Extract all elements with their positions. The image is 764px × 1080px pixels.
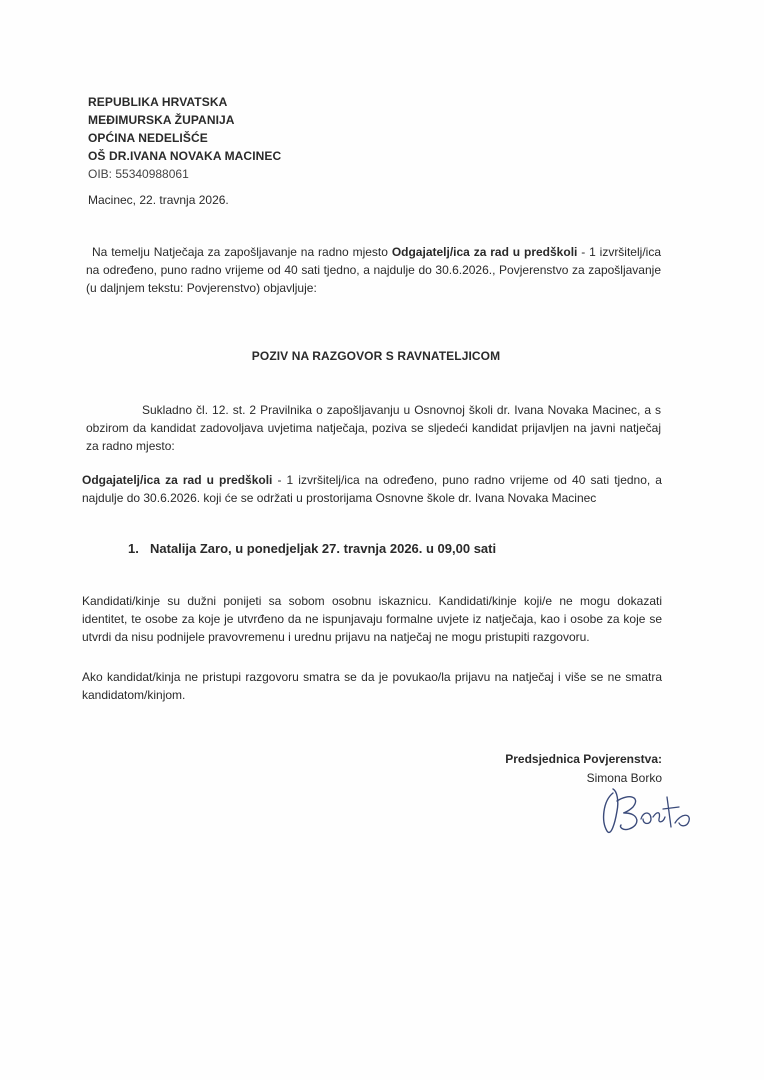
- intro-position-name: Odgajatelj/ica za rad u predškoli: [391, 245, 578, 259]
- position-paragraph: [82, 471, 662, 507]
- position-details: - 1 izvršitelj/ica na određeno, puno radno vrijeme od 40 sati tjedno, a najdulje do 30.6.2026. koji će se održati u prostorijama Osnovne škole dr. Ivana Novaka Macinec: [82, 473, 662, 505]
- signatory-name: Simona Borko: [586, 771, 662, 785]
- candidate-text: Natalija Zaro, u ponedjeljak 27. travnja 2026. u 09,00 sati: [150, 541, 497, 556]
- intro-text-pre: Na temelju Natječaja za zapošljavanje na radno mjesto: [92, 245, 392, 259]
- document-title: POZIV NA RAZGOVOR S RAVNATELJICOM: [251, 349, 501, 363]
- header-oib: OIB: 55340988061: [88, 167, 189, 181]
- legal-basis-paragraph: Sukladno čl. 12. st. 2 Pravilnika o zapošljavanju u Osnovnoj školi dr. Ivana Novaka Macinec, a s obzirom da kandidat zadovoljava uvjetima natječaja, poziva se sljedeći kandidat prijavljen na javni natječaj za radno mjesto:: [86, 403, 661, 453]
- signatory-role: Predsjednica Povjerenstva:: [505, 752, 662, 766]
- document-date: Macinec, 22. travnja 2026.: [88, 193, 229, 207]
- withdrawal-paragraph: Ako kandidat/kinja ne pristupi razgovoru smatra se da je povukao/la prijavu na natječaj i više se ne smatra kandidatom/kinjom.: [82, 670, 662, 702]
- header-country: REPUBLIKA HRVATSKA: [88, 95, 228, 109]
- handwritten-signature: [595, 783, 705, 838]
- requirements-paragraph: Kandidati/kinje su dužni ponijeti sa sobom osobnu iskaznicu. Kandidati/kinje koji/e ne mogu dokazati identitet, te osobe za koje je utvrđeno da ne ispunjavaju formalne uvjete iz natječaja, kao i osobe za koje se utvrdi da nisu podnijele pravovremenu i urednu prijavu na natječaj ne mogu pristupiti razgovoru.: [82, 594, 662, 644]
- intro-text-post: - 1 izvršitelj/ica na određeno, puno radno vrijeme od 40 sati tjedno, a najdulje do 30.6.2026., Povjerenstvo za zapošljavanje (u daljnjem tekstu: Povjerenstvo) objavljuje:: [86, 245, 661, 295]
- position-name: Odgajatelj/ica za rad u predškoli: [82, 473, 273, 487]
- institution-header: [88, 93, 281, 183]
- candidate-number: 1.: [128, 541, 139, 556]
- header-school: OŠ DR.IVANA NOVAKA MACINEC: [88, 149, 282, 163]
- header-municipality: OPĆINA NEDELIŠĆE: [88, 131, 208, 145]
- candidate-list-item: [128, 541, 496, 556]
- intro-paragraph: [86, 243, 661, 297]
- header-county: MEĐIMURSKA ŽUPANIJA: [88, 113, 235, 127]
